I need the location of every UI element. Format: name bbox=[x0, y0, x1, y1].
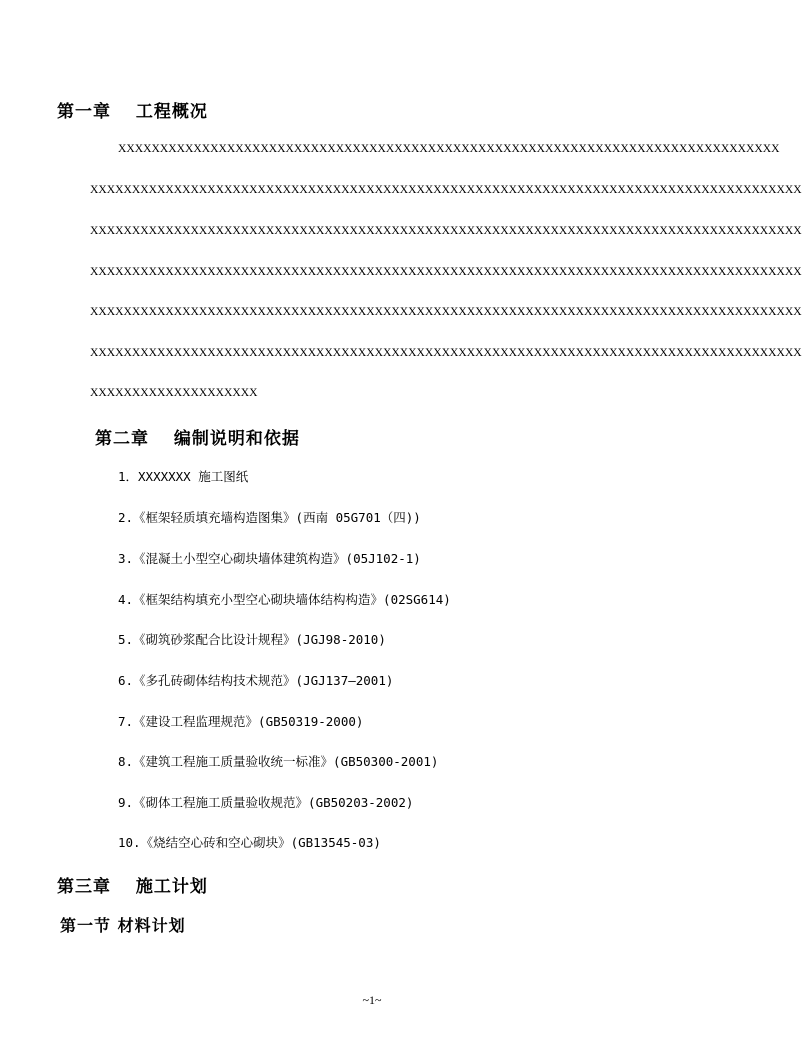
overview-line-1: XXXXXXXXXXXXXXXXXXXXXXXXXXXXXXXXXXXXXXXXXXXXXXXXXXXXXXXXXXXXXXXXXXXXXXXXXXXXXXX bbox=[118, 142, 780, 155]
page-number: ~1~ bbox=[362, 993, 382, 1007]
chapter-3-title: 第三章 施工计划 bbox=[57, 877, 208, 897]
overview-line-2: XXXXXXXXXXXXXXXXXXXXXXXXXXXXXXXXXXXXXXXXXXXXXXXXXXXXXXXXXXXXXXXXXXXXXXXXXXXXXXXXXXXXX bbox=[90, 183, 802, 196]
reference-item-3: 3.《混凝土小型空心砌块墙体建筑构造》(05J102-1) bbox=[118, 551, 421, 566]
overview-line-4: XXXXXXXXXXXXXXXXXXXXXXXXXXXXXXXXXXXXXXXXXXXXXXXXXXXXXXXXXXXXXXXXXXXXXXXXXXXXXXXXXXXXX bbox=[90, 265, 802, 278]
reference-item-4: 4.《框架结构填充小型空心砌块墙体结构构造》(02SG614) bbox=[118, 592, 451, 607]
overview-line-5: XXXXXXXXXXXXXXXXXXXXXXXXXXXXXXXXXXXXXXXXXXXXXXXXXXXXXXXXXXXXXXXXXXXXXXXXXXXXXXXXXXXXX bbox=[90, 305, 802, 318]
reference-item-7: 7.《建设工程监理规范》(GB50319-2000) bbox=[118, 714, 364, 729]
reference-item-8: 8.《建筑工程施工质量验收统一标准》(GB50300-2001) bbox=[118, 754, 439, 769]
overview-line-6: XXXXXXXXXXXXXXXXXXXXXXXXXXXXXXXXXXXXXXXXXXXXXXXXXXXXXXXXXXXXXXXXXXXXXXXXXXXXXXXXXXXXX bbox=[90, 346, 802, 359]
section-1-title: 第一节 材料计划 bbox=[60, 916, 186, 935]
reference-item-9: 9.《砌体工程施工质量验收规范》(GB50203-2002) bbox=[118, 795, 414, 810]
reference-item-1: 1．XXXXXXX 施工图纸 bbox=[118, 469, 249, 484]
reference-item-6: 6.《多孔砖砌体结构技术规范》(JGJ137—2001) bbox=[118, 673, 394, 688]
chapter-1-title: 第一章 工程概况 bbox=[57, 102, 208, 122]
chapter-2-title: 第二章 编制说明和依据 bbox=[95, 429, 300, 449]
reference-item-10: 10.《烧结空心砖和空心砌块》(GB13545-03) bbox=[118, 835, 381, 850]
reference-item-2: 2.《框架轻质填充墙构造图集》(西南 05G701（四)) bbox=[118, 510, 421, 525]
overview-line-3: XXXXXXXXXXXXXXXXXXXXXXXXXXXXXXXXXXXXXXXXXXXXXXXXXXXXXXXXXXXXXXXXXXXXXXXXXXXXXXXXXXXXX bbox=[90, 224, 802, 237]
reference-item-5: 5.《砌筑砂浆配合比设计规程》(JGJ98-2010) bbox=[118, 632, 386, 647]
overview-line-7: XXXXXXXXXXXXXXXXXXXX bbox=[90, 386, 258, 399]
